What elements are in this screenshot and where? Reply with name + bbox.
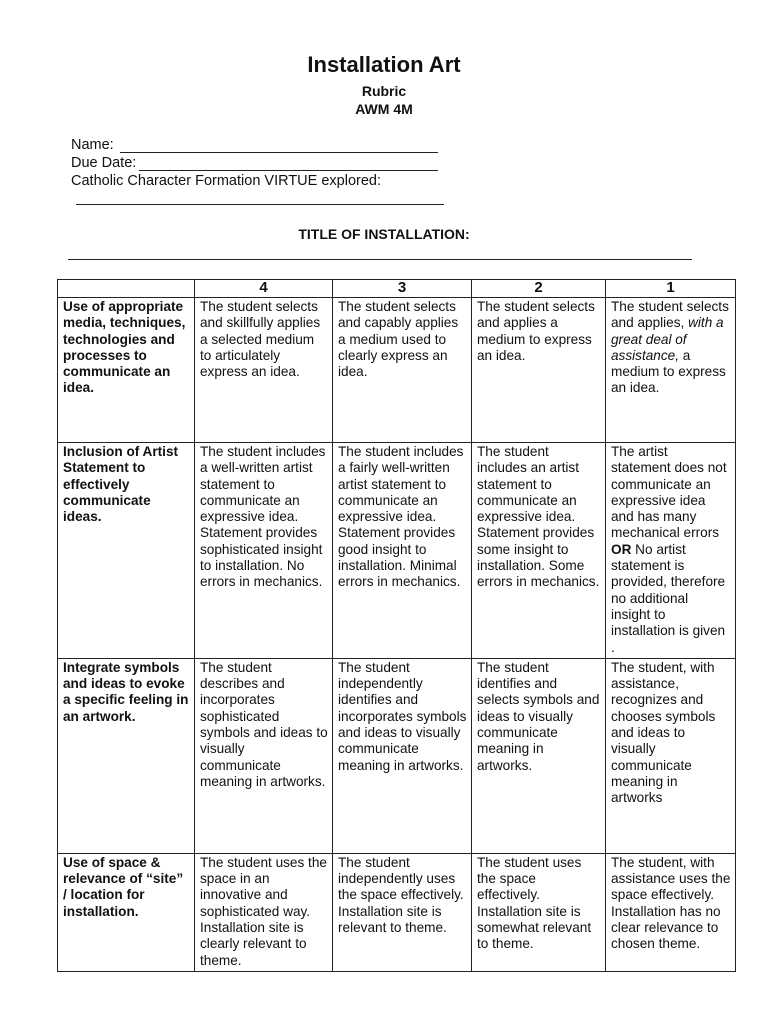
criterion-cell: Use of appropriate media, techniques, technologies and processes to communicate an idea. xyxy=(58,298,195,443)
level-2-cell: The student uses the space effectively. Installation site is somewhat relevant to theme. xyxy=(472,853,606,971)
level-2-cell: The student selects and applies a medium to express an idea. xyxy=(472,298,606,443)
rubric-header-row xyxy=(58,280,736,298)
virtue-field[interactable] xyxy=(76,204,444,205)
name-label: Name: xyxy=(71,137,118,153)
page-title: Installation Art xyxy=(307,52,461,77)
level-1-cell: The artist statement does not communicate an expressive idea and has many mechanical errors OR No artist statement is provided, therefore no additional insight to installation is given . xyxy=(606,443,736,659)
criterion-cell: Integrate symbols and ideas to evoke a specific feeling in an artwork. xyxy=(58,658,195,853)
level-4-cell: The student includes a well-written artist statement to communicate an expressive idea. Statement provides sophisticated insight to installation. No errors in mechanics. xyxy=(195,443,333,659)
virtue-label: Catholic Character Formation VIRTUE explored: xyxy=(71,173,381,189)
level-4-cell: The student selects and skillfully applies a selected medium to articulately express an idea. xyxy=(195,298,333,443)
level-4-header: 4 xyxy=(195,280,333,298)
level-1-header: 1 xyxy=(606,280,736,298)
course-code: AWM 4M xyxy=(355,101,413,117)
level-3-cell: The student independently uses the space effectively. Installation site is relevant to theme. xyxy=(333,853,472,971)
installation-title-field[interactable] xyxy=(68,259,692,260)
level-4-cell: The student uses the space in an innovative and sophisticated way. Installation site is clearly relevant to theme. xyxy=(195,853,333,971)
installation-title-label: TITLE OF INSTALLATION: xyxy=(298,226,470,242)
level-2-cell: The student identifies and selects symbols and ideas to visually communicate meaning in artworks. xyxy=(472,658,606,853)
level-4-cell: The student describes and incorporates sophisticated symbols and ideas to visually communicate meaning in artworks. xyxy=(195,658,333,853)
level-1-cell: The student selects and applies, with a great deal of assistance, a medium to express an idea. xyxy=(606,298,736,443)
rubric-row-artist-statement xyxy=(58,443,736,659)
level-1-cell: The student, with assistance uses the space effectively. Installation has no clear relevance to chosen theme. xyxy=(606,853,736,971)
level-3-cell: The student selects and capably applies a medium used to clearly express an idea. xyxy=(333,298,472,443)
level-3-cell: The student independently identifies and incorporates symbols and ideas to visually communicate meaning in artworks. xyxy=(333,658,472,853)
page-subtitle: Rubric xyxy=(361,83,407,99)
level-3-cell: The student includes a fairly well-written artist statement to communicate an expressive idea. Statement provides good insight to installation. Minimal errors in mechanics. xyxy=(333,443,472,659)
level-3-header: 3 xyxy=(333,280,472,298)
level-2-cell: The student includes an artist statement to communicate an expressive idea. Statement provides some insight to installation. Some errors in mechanics. xyxy=(472,443,606,659)
rubric-row-space xyxy=(58,853,736,971)
name-field[interactable] xyxy=(120,152,438,153)
criterion-cell: Inclusion of Artist Statement to effectively communicate ideas. xyxy=(58,443,195,659)
rubric-table xyxy=(57,279,736,972)
due-date-label: Due Date: xyxy=(71,155,141,171)
level-2-header: 2 xyxy=(472,280,606,298)
rubric-row-symbols xyxy=(58,658,736,853)
rubric-row-media xyxy=(58,298,736,443)
due-date-field[interactable] xyxy=(139,170,438,171)
level-1-cell: The student, with assistance, recognizes and chooses symbols and ideas to visually communicate meaning in artworks xyxy=(606,658,736,853)
criterion-cell: Use of space & relevance of “site” / location for installation. xyxy=(58,853,195,971)
rubric-corner-cell xyxy=(58,280,195,298)
